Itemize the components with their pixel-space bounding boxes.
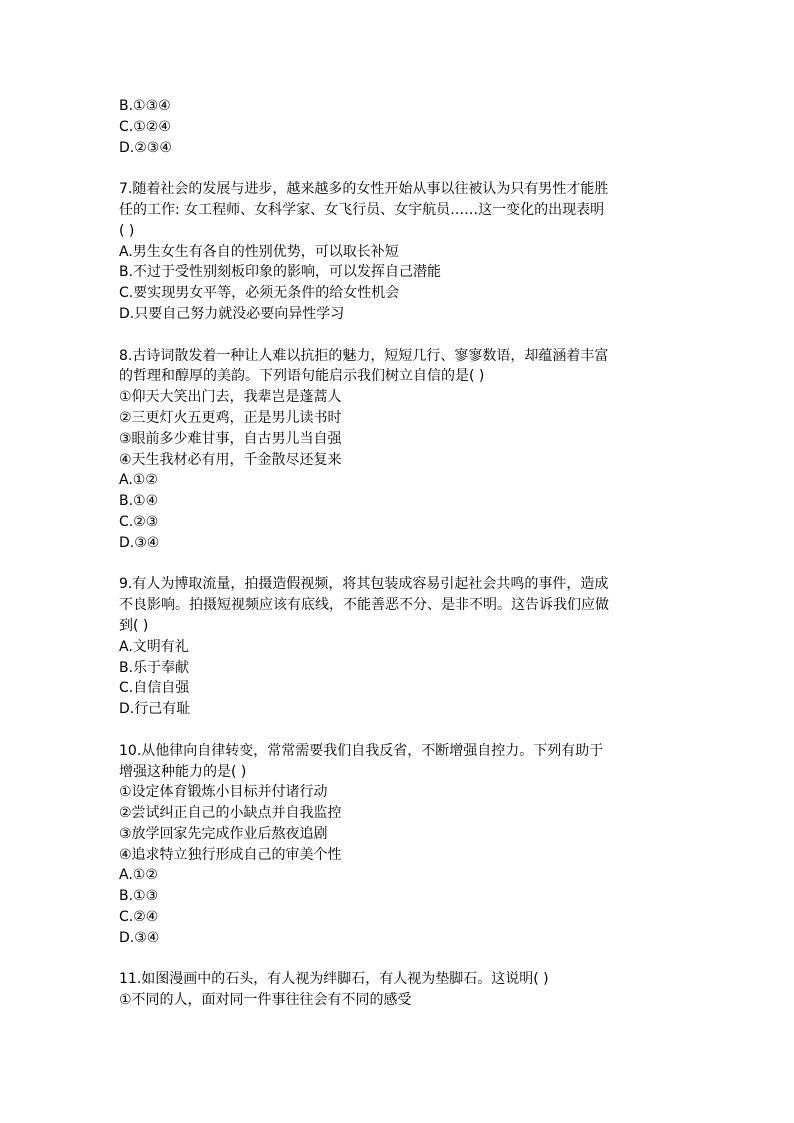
question-10	[119, 741, 679, 949]
option-b: B.①④	[119, 493, 159, 510]
option-c: C.②④	[119, 909, 159, 926]
option-b: B.①③④	[119, 98, 171, 114]
option-c: C.要实现男女平等，必须无条件的给女性机会	[119, 285, 400, 302]
option-c: C.②③	[119, 513, 159, 530]
statement-1: ①设定体育锻炼小目标并付诸行动	[119, 784, 328, 801]
question-9-stem-line-1: 9.有人为博取流量，拍摄造假视频，将其包装成容易引起社会共鸣的事件，造成	[119, 576, 609, 593]
option-d: D.只要自己努力就没必要向异性学习	[119, 305, 345, 322]
statement-2: ②尝试纠正自己的小缺点并自我监控	[119, 805, 342, 822]
option-c: C.①②④	[119, 118, 171, 135]
option-b: B.不过于受性别刻板印象的影响，可以发挥自己潜能	[119, 264, 442, 281]
question-7-stem-line-2: 任的工作: 女工程师、女科学家、女飞行员、女宇航员……这一变化的出现表明	[119, 201, 605, 218]
option-a: A.文明有礼	[119, 638, 189, 655]
option-a: A.①②	[119, 867, 158, 884]
statement-3: ③眼前多少难甘事，自古男儿当自强	[119, 430, 342, 447]
question-7-stem-line-1: 7.随着社会的发展与进步，越来越多的女性开始从事以往被认为只有男性才能胜	[119, 181, 609, 198]
statement-2: ②三更灯火五更鸡，正是男儿读书时	[119, 409, 342, 426]
question-7-stem-line-3: ( )	[119, 222, 135, 239]
statement-1: ①不同的人，面对同一件事往往会有不同的感受	[119, 992, 412, 1009]
option-a: A.男生女生有各自的性别优势，可以取长补短	[119, 243, 399, 260]
option-d: D.③④	[119, 929, 160, 946]
option-c: C.自信自强	[119, 680, 190, 697]
statement-4: ④天生我材必有用，千金散尽还复来	[119, 451, 342, 468]
question-8-stem-line-2: 的哲理和醇厚的美韵。下列语句能启示我们树立自信的是( )	[119, 368, 485, 385]
question-6-options	[119, 96, 679, 158]
question-8-stem-line-1: 8.古诗词散发着一种让人难以抗拒的魅力，短短几行、寥寥数语，却蕴涵着丰富	[119, 347, 609, 364]
statement-3: ③放学回家先完成作业后熬夜追剧	[119, 825, 328, 842]
question-11	[119, 969, 679, 1011]
question-9	[119, 574, 679, 720]
statement-4: ④追求特立独行形成自己的审美个性	[119, 846, 342, 863]
question-9-stem-line-3: 到( )	[119, 617, 149, 634]
option-a: A.①②	[119, 472, 158, 489]
document-page	[119, 96, 679, 1011]
question-10-stem-line-1: 10.从他律向自律转变，常常需要我们自我反省，不断增强自控力。下列有助于	[119, 742, 604, 759]
option-d: D.②③④	[119, 139, 172, 156]
option-b: B.①③	[119, 888, 159, 905]
option-d: D.行己有耻	[119, 701, 191, 718]
statement-1: ①仰天大笑出门去，我辈岂是蓬蒿人	[119, 389, 342, 406]
option-b: B.乐于奉献	[119, 659, 190, 676]
question-11-stem-line-1: 11.如图漫画中的石头，有人视为绊脚石，有人视为垫脚石。这说明( )	[119, 971, 549, 988]
question-9-stem-line-2: 不良影响。拍摄短视频应该有底线，不能善恶不分、是非不明。这告诉我们应做	[119, 597, 609, 614]
question-10-stem-line-2: 增强这种能力的是( )	[119, 763, 247, 780]
question-7	[119, 179, 679, 325]
question-8	[119, 346, 679, 554]
option-d: D.③④	[119, 534, 160, 551]
